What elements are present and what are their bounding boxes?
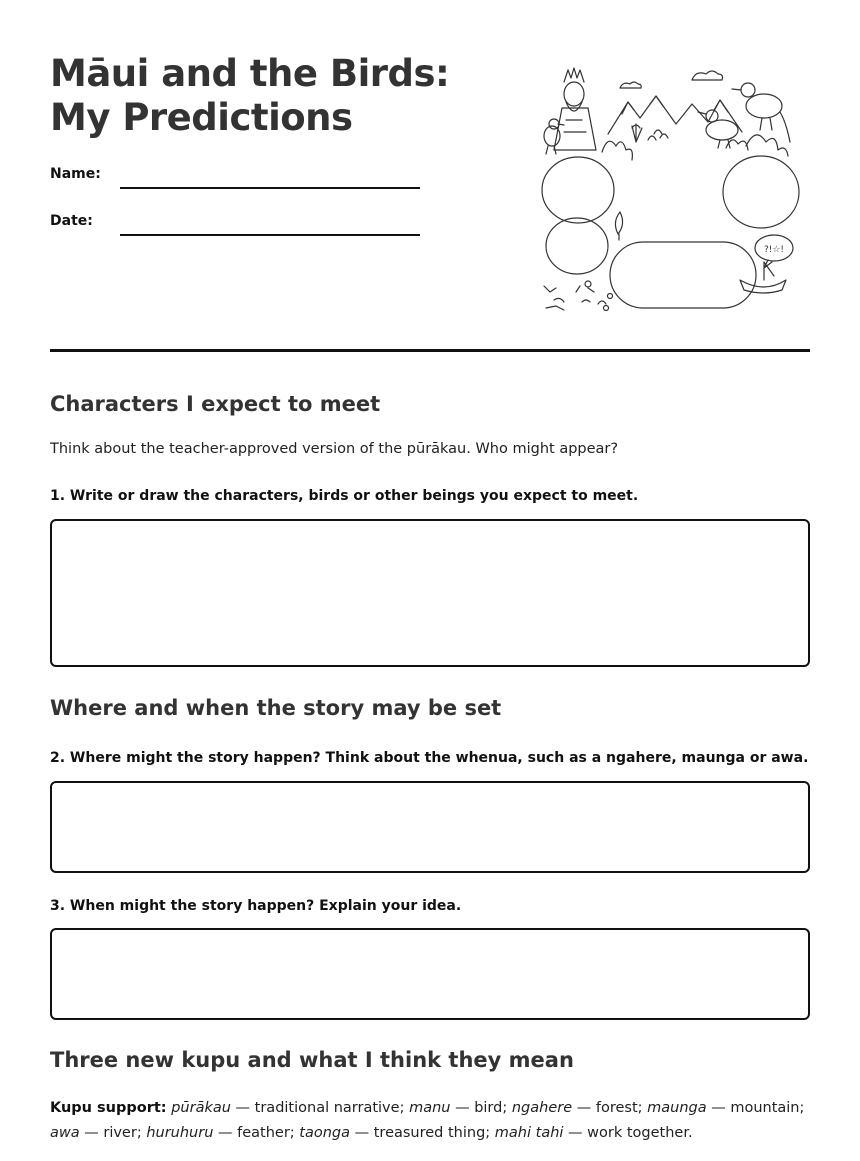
- kupu-meaning: traditional narrative: [254, 1100, 400, 1116]
- kupu-support-label: Kupu support:: [50, 1100, 167, 1116]
- question-1: 1. Write or draw the characters, birds or other beings you expect to meet.: [50, 488, 639, 504]
- when-answer-box[interactable]: [50, 928, 810, 1020]
- leaves-icon: [544, 286, 606, 310]
- kupu-word: taonga: [299, 1125, 351, 1141]
- kupu-word: pūrākau: [171, 1100, 231, 1116]
- story-illustration: [536, 52, 814, 320]
- prediction-circle: [723, 156, 799, 228]
- kupu-meaning: bird: [474, 1100, 503, 1116]
- kupu-word: ngahere: [511, 1100, 573, 1116]
- kupu-word: manu: [409, 1100, 451, 1116]
- cloud-icon: [692, 71, 723, 80]
- question-2: 2. Where might the story happen? Think about the whenua, such as a ngahere, maunga or awa.: [50, 750, 809, 766]
- date-field[interactable]: [120, 234, 420, 236]
- characters-heading: Characters I expect to meet: [50, 392, 381, 416]
- question-3: 3. When might the story happen? Explain your idea.: [50, 898, 462, 914]
- shrub-icon: [746, 112, 790, 156]
- kupu-heading: Three new kupu and what I think they mean: [50, 1048, 574, 1072]
- kupu-meaning: work together: [587, 1125, 688, 1141]
- characters-intro: Think about the teacher-approved version of the pūrākau. Who might appear?: [50, 441, 619, 457]
- kupu-meaning: forest: [595, 1100, 638, 1116]
- speech-bubble-text: ?!☆!: [763, 245, 785, 255]
- page-title: Māui and the Birds: My Predictions: [50, 52, 450, 139]
- header-divider: [50, 349, 810, 352]
- prediction-circle: [542, 157, 614, 223]
- feather-icon: [615, 212, 622, 240]
- boat-icon: [740, 262, 786, 293]
- kupu-support: [50, 1096, 810, 1146]
- cloud-icon: [620, 82, 641, 88]
- bird-icon: [698, 110, 738, 148]
- kupu-meaning: feather: [237, 1125, 290, 1141]
- prediction-circle: [546, 218, 608, 274]
- name-field[interactable]: [120, 187, 420, 189]
- name-label: Name:: [50, 166, 101, 182]
- kupu-meaning: mountain: [730, 1100, 800, 1116]
- date-label: Date:: [50, 213, 93, 229]
- kupu-terms: pūrākau — traditional narrative; manu — bird; ngahere — forest; maunga — mountain; awa — river; huruhuru — feather; taonga — treasured thing; mahi tahi — work together.: [50, 1100, 805, 1141]
- characters-answer-box[interactable]: [50, 519, 810, 667]
- kupu-word: mahi tahi: [494, 1125, 564, 1141]
- flower-icon: [632, 124, 642, 142]
- kupu-meaning: river: [103, 1125, 137, 1141]
- fern-icon: [648, 130, 668, 140]
- prediction-oval: [610, 242, 756, 308]
- kupu-meaning: treasured thing: [373, 1125, 486, 1141]
- kupu-word: maunga: [647, 1100, 707, 1116]
- kupu-word: awa: [50, 1125, 80, 1141]
- shrub-icon: [602, 141, 632, 160]
- kupu-word: huruhuru: [146, 1125, 214, 1141]
- bird-icon: [732, 83, 782, 130]
- setting-heading: Where and when the story may be set: [50, 696, 502, 720]
- where-answer-box[interactable]: [50, 781, 810, 873]
